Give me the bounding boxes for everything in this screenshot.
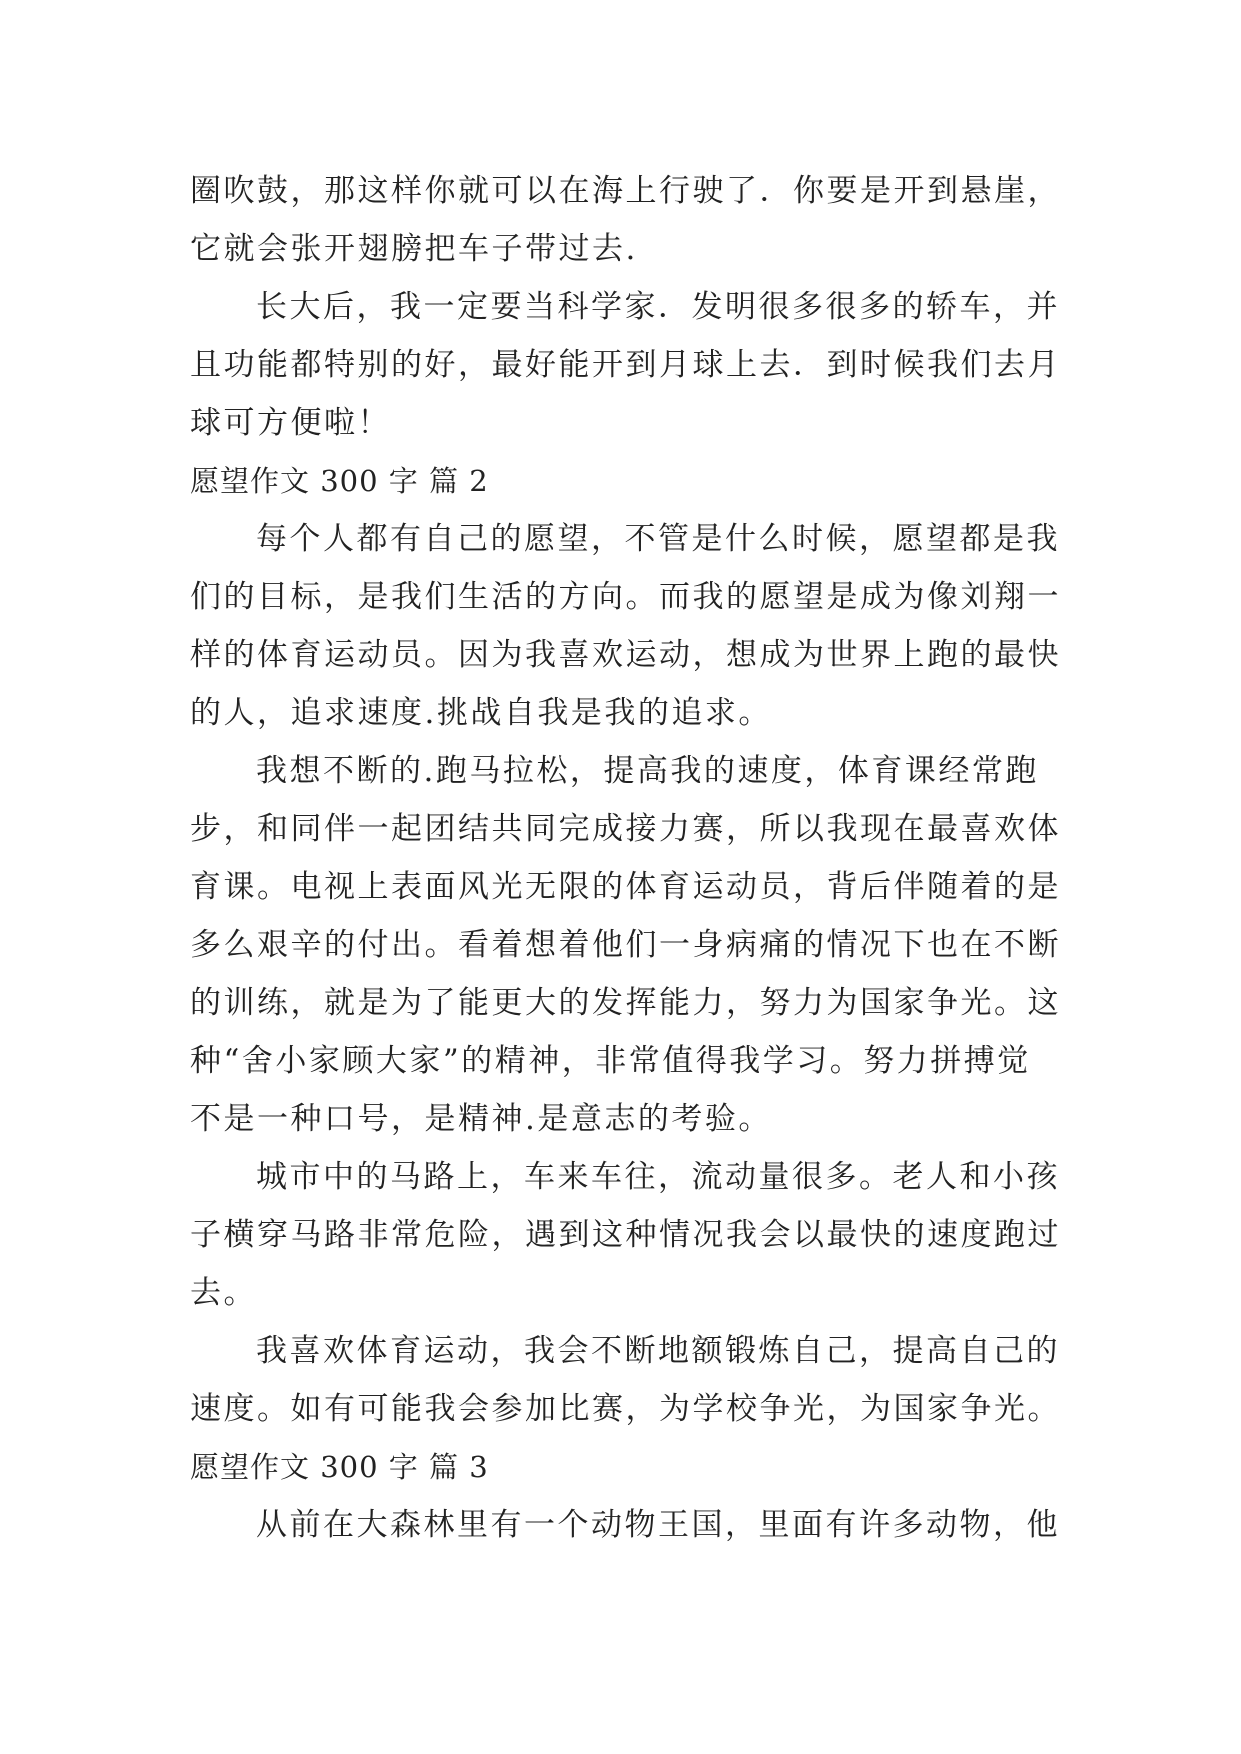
paragraph-start: 从前在大森林里有一个动物王国，里面有许多动物，他: [256, 1507, 1060, 1543]
text-line: 不是一种口号，是精神.是意志的考验。: [190, 1101, 772, 1137]
paragraph-start: 长大后，我一定要当科学家．发明很多很多的轿车，并: [256, 289, 1060, 325]
section-heading: 愿望作文 300 字 篇 3: [190, 1450, 489, 1484]
text-line: 种“舍小家顾大家”的精神，非常值得我学习。努力拼搏觉: [190, 1043, 1031, 1079]
text-line: 速度。如有可能我会参加比赛，为学校争光，为国家争光。: [190, 1391, 1061, 1427]
text-line: 多么艰辛的付出。看着想着他们一身病痛的情况下也在不断: [190, 927, 1061, 963]
text-line: 球可方便啦！: [190, 405, 391, 441]
document-body: [190, 162, 1060, 1554]
text-line: 子横穿马路非常危险，遇到这种情况我会以最快的速度跑过: [190, 1217, 1061, 1253]
text-line: 去。: [190, 1275, 257, 1311]
paragraph-start: 我想不断的.跑马拉松，提高我的速度，体育课经常跑: [256, 753, 1039, 789]
text-line: 们的目标，是我们生活的方向。而我的愿望是成为像刘翔一: [190, 579, 1061, 615]
paragraph-start: 每个人都有自己的愿望，不管是什么时候，愿望都是我: [256, 521, 1060, 557]
section-heading: 愿望作文 300 字 篇 2: [190, 464, 489, 498]
paragraph-start: 城市中的马路上，车来车往，流动量很多。老人和小孩: [256, 1159, 1060, 1195]
text-line: 的人，追求速度.挑战自我是我的追求。: [190, 695, 772, 731]
text-line: 且功能都特别的好，最好能开到月球上去．到时候我们去月: [190, 347, 1061, 383]
text-line: 它就会张开翅膀把车子带过去.: [190, 231, 638, 267]
text-line: 的训练，就是为了能更大的发挥能力，努力为国家争光。这: [190, 985, 1061, 1021]
text-line: 育课。电视上表面风光无限的体育运动员，背后伴随着的是: [190, 869, 1061, 905]
paragraph-start: 我喜欢体育运动，我会不断地额锻炼自己，提高自己的: [256, 1333, 1060, 1369]
text-line: 步，和同伴一起团结共同完成接力赛，所以我现在最喜欢体: [190, 811, 1061, 847]
text-line: 圈吹鼓，那这样你就可以在海上行驶了．你要是开到悬崖，: [190, 173, 1061, 209]
text-line: 样的体育运动员。因为我喜欢运动，想成为世界上跑的最快: [190, 637, 1061, 673]
